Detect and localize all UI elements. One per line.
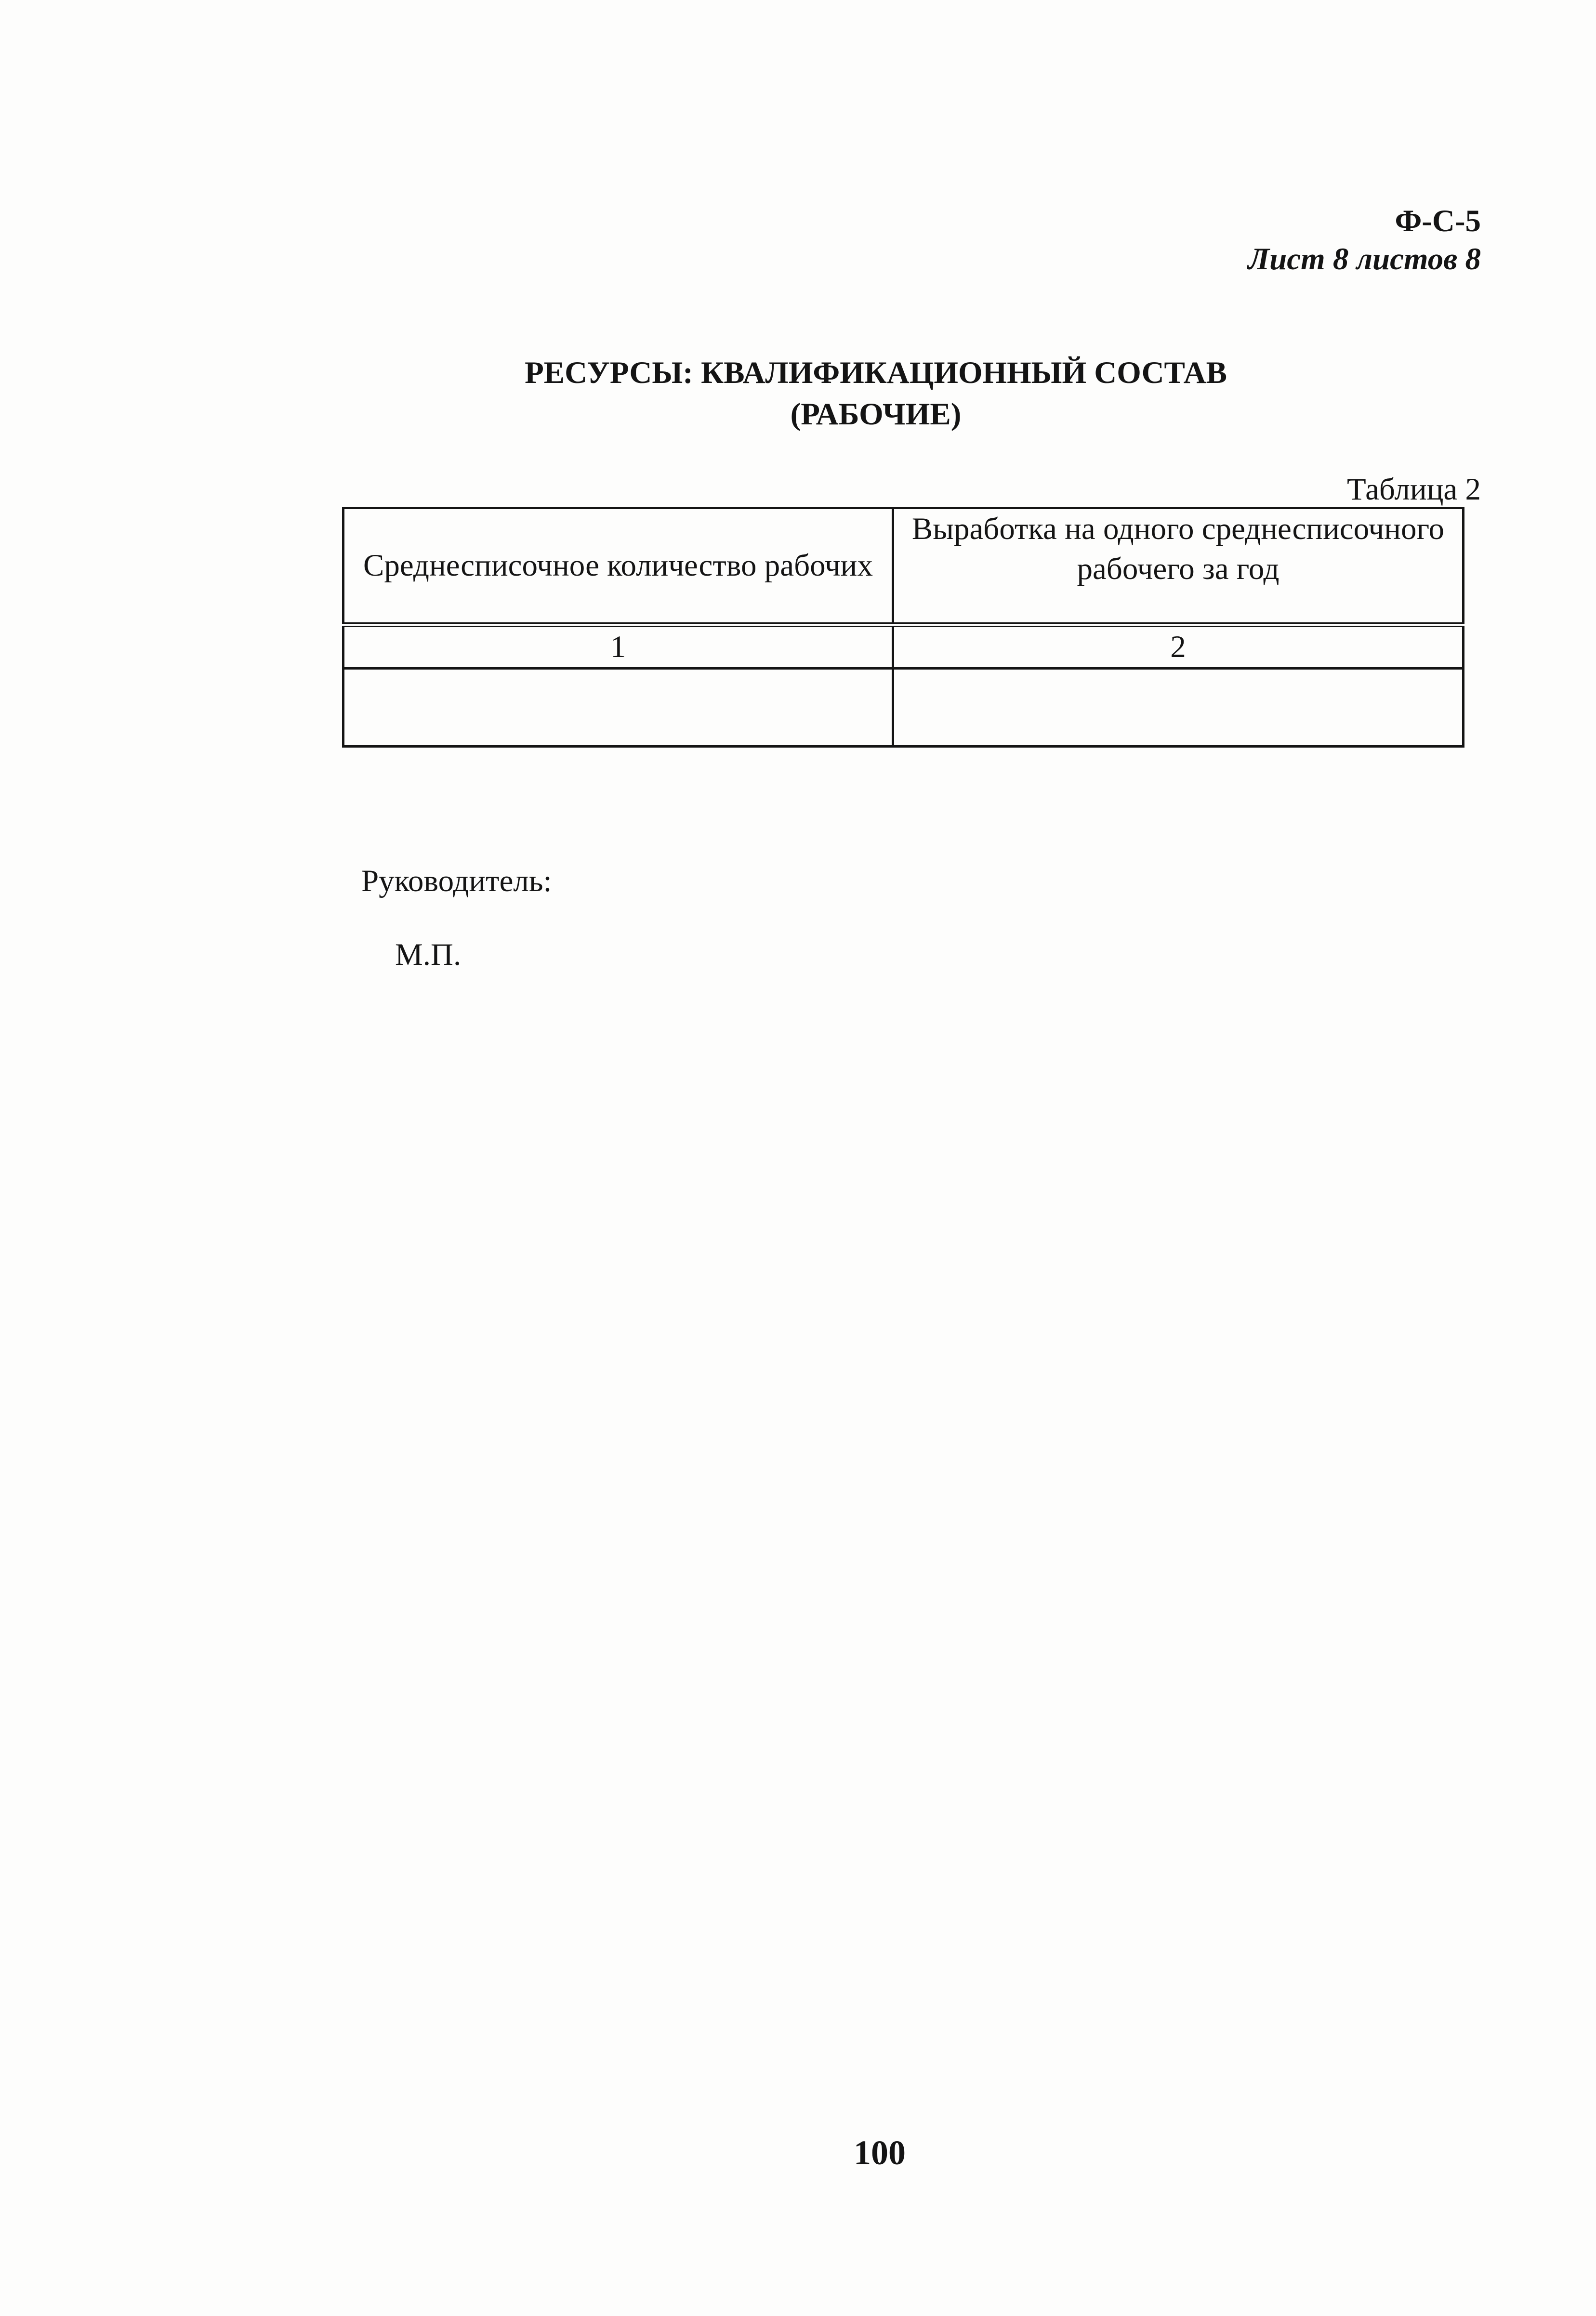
table-header-row [343, 508, 1464, 625]
page-subtitle: (РАБОЧИЕ) [790, 397, 962, 432]
table-cell-empty [343, 668, 893, 746]
table-row [343, 668, 1464, 746]
page-title: РЕСУРСЫ: КВАЛИФИКАЦИОННЫЙ СОСТАВ [525, 355, 1227, 390]
column-number-2: 2 [893, 625, 1464, 669]
table-cell-empty [893, 668, 1464, 746]
column-numbers-row [343, 625, 1464, 669]
resources-table [342, 507, 1464, 748]
stamp-place-label: М.П. [395, 937, 462, 972]
column-header-workers-count: Среднесписочное количество рабочих [343, 508, 893, 625]
manager-signature-label: Руководитель: [361, 864, 552, 898]
sheet-info: Лист 8 листов 8 [1248, 242, 1481, 276]
page-number: 100 [854, 2133, 906, 2172]
column-number-1: 1 [343, 625, 893, 669]
table-caption: Таблица 2 [1347, 472, 1481, 507]
column-header-output-per-worker: Выработка на одного среднесписочного рабочего за год [893, 508, 1464, 625]
form-code: Ф-С-5 [1395, 204, 1481, 238]
